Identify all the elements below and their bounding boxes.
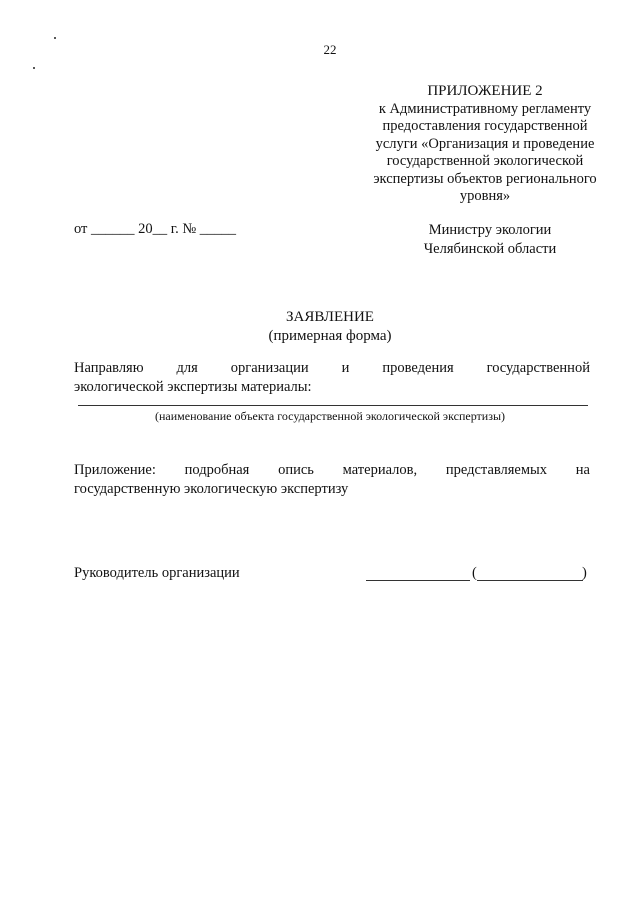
appendix-line: экспертизы объектов регионального	[373, 170, 597, 187]
word: проведения	[382, 360, 454, 376]
appendix-title: ПРИЛОЖЕНИЕ 2	[427, 83, 543, 99]
name-fill-line	[477, 580, 583, 581]
word: подробная	[184, 462, 250, 478]
word: организации	[230, 360, 309, 376]
scan-speck	[33, 67, 35, 69]
justified-line	[74, 461, 590, 480]
addressee-line: Челябинской области	[423, 241, 557, 257]
word: опись	[278, 462, 314, 478]
word: Приложение:	[74, 462, 156, 478]
appendix-line: услуги «Организация и проведение	[375, 135, 595, 152]
word: и	[341, 360, 350, 376]
word: материалов,	[342, 462, 418, 478]
object-name-fill-line	[78, 405, 588, 406]
word: государственной	[486, 360, 590, 376]
object-name-caption: (наименование объекта государственной экологической экспертизы)	[155, 409, 505, 423]
appendix-line: к Административному регламенту	[378, 100, 592, 117]
paragraph-line: государственную экологическую экспертизу	[74, 481, 349, 497]
word: представляемых	[445, 462, 548, 478]
open-parenthesis: (	[472, 565, 477, 581]
word: для	[176, 360, 198, 376]
close-parenthesis: )	[582, 565, 587, 581]
word: Направляю	[74, 360, 144, 376]
appendix-header	[320, 83, 640, 206]
document-title: ЗАЯВЛЕНИЕ	[286, 309, 374, 325]
document-subtitle: (примерная форма)	[268, 328, 392, 344]
attachment-paragraph	[74, 461, 590, 499]
signature-fill-line	[366, 580, 470, 581]
page-number: 22	[323, 42, 337, 57]
appendix-line: предоставления государственной	[382, 118, 588, 134]
justified-line	[74, 359, 590, 378]
paragraph-line: экологической экспертизы материалы:	[74, 379, 312, 395]
document-heading	[0, 308, 640, 346]
scan-speck	[54, 37, 56, 39]
appendix-line: уровня»	[459, 188, 511, 204]
word: на	[575, 462, 590, 478]
date-number-line: от ______ 20__ г. № _____	[74, 221, 237, 237]
addressee-line: Министру экологии	[428, 222, 552, 238]
appendix-line: государственной экологической	[386, 153, 584, 169]
addressee	[405, 221, 575, 259]
request-paragraph	[74, 359, 590, 397]
signature-label: Руководитель организации	[74, 565, 240, 581]
